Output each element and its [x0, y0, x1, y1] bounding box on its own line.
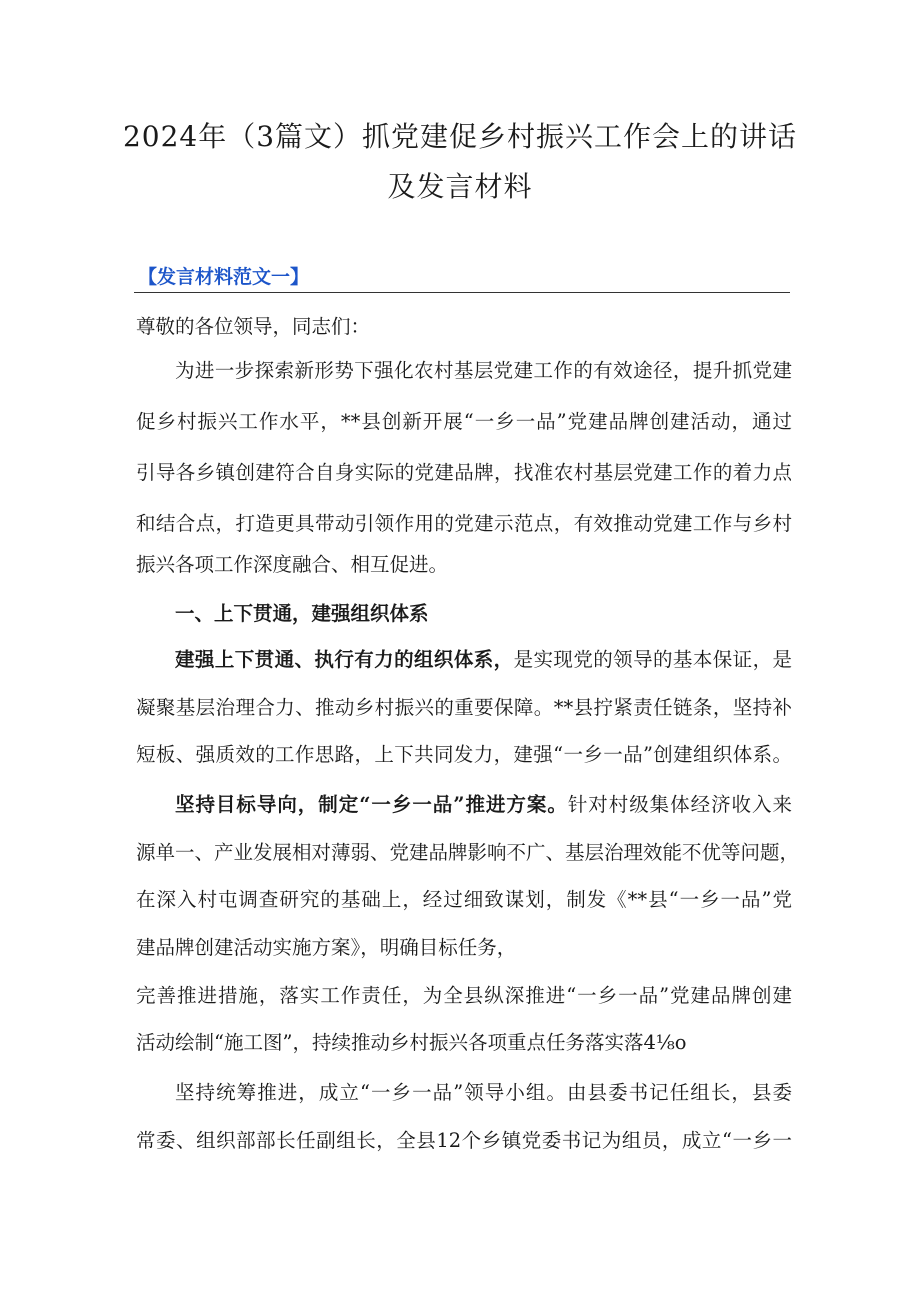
paragraph-2-line: [175, 645, 792, 675]
document-title-line-2: 及发言材料: [387, 170, 533, 203]
paragraph-2-line: 凝聚基层治理合力、推动乡村振兴的重要保障。**县拧紧责任链条，坚持补: [136, 696, 792, 719]
paragraph-2-text: 是实现党的领导的基本保证，是: [513, 648, 792, 671]
document-title-line-1: 2024年（3篇文）抓党建促乡村振兴工作会上的讲话: [122, 120, 798, 153]
section-label: 【发言材料范文一】: [138, 266, 310, 288]
paragraph-4-line: 坚持统筹推进，成立“一乡一品”领导小组。由县委书记任组长，县委: [175, 1081, 792, 1104]
paragraph-1-line: 促乡村振兴工作水平，**县创新开展“一乡一品”党建品牌创建活动，通过: [136, 410, 792, 433]
paragraph-3-line: 建品牌创建活动实施方案》，明确目标任务，: [136, 936, 517, 959]
paragraph-3-line: [175, 790, 792, 820]
paragraph-1-line: 振兴各项工作深度融合、相互促进。: [136, 553, 449, 576]
paragraph-3-line: 完善推进措施，落实工作责任，为全县纵深推进“一乡一品”党建品牌创建: [136, 984, 792, 1007]
paragraph-3-text: 针对村级集体经济收入来: [567, 793, 792, 816]
paragraph-3-lead: 坚持目标导向，制定“一乡一品”推进方案。: [175, 793, 568, 816]
paragraph-3-line: 源单一、产业发展相对薄弱、党建品牌影响不广、基层治理效能不优等问题，: [136, 841, 800, 864]
paragraph-4-line: 常委、组织部部长任副组长，全县12个乡镇党委书记为组员，成立“一乡一: [136, 1129, 792, 1152]
paragraph-3-line: 活动绘制“施工图”，持续推动乡村振兴各项重点任务落实落4⅛o: [136, 1031, 687, 1054]
paragraph-1-line: 引导各乡镇创建符合自身实际的党建品牌，找准农村基层党建工作的着力点: [136, 461, 792, 484]
paragraph-2-line: 短板、强质效的工作思路，上下共同发力，建强“一乡一品”创建组织体系。: [136, 743, 792, 766]
paragraph-1-line: 为进一步探索新形势下强化农村基层党建工作的有效途径，提升抓党建: [175, 359, 792, 382]
section-divider: [134, 292, 790, 293]
greeting: 尊敬的各位领导，同志们：: [136, 315, 371, 338]
paragraph-1-line: 和结合点，打造更具带动引领作用的党建示范点，有效推动党建工作与乡村: [136, 512, 792, 535]
paragraph-3-line: 在深入村屯调查研究的基础上，经过细致谋划，制发《**县“一乡一品”党: [136, 888, 792, 911]
section-heading-1: 一、上下贯通，建强组织体系: [175, 602, 429, 625]
paragraph-2-lead: 建强上下贯通、执行有力的组织体系，: [175, 648, 514, 671]
